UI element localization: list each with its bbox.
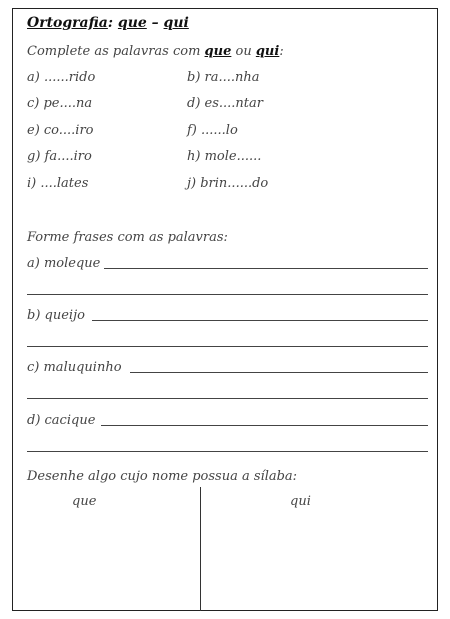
title-dash: – — [151, 15, 159, 31]
section2-heading: Forme frases com as palavras: — [27, 230, 228, 245]
section1-mid: ou — [235, 44, 252, 59]
answer-line[interactable] — [27, 398, 428, 399]
answer-line[interactable] — [27, 346, 428, 347]
section1-word-que: que — [204, 44, 232, 59]
drawing-divider — [200, 487, 201, 611]
fill-item-g: g) fa....iro — [27, 149, 92, 164]
sentence-word-b: b) queijo — [27, 308, 85, 323]
fill-item-j: j) brin......do — [187, 176, 269, 191]
fill-item-c: c) pe....na — [27, 96, 93, 111]
answer-line[interactable] — [27, 294, 428, 295]
answer-line[interactable] — [27, 451, 428, 452]
answer-line[interactable] — [101, 425, 428, 426]
answer-line[interactable] — [92, 320, 428, 321]
fill-item-h: h) mole...... — [187, 149, 262, 164]
fill-item-d: d) es....ntar — [187, 96, 263, 111]
fill-item-e: e) co....iro — [27, 123, 94, 138]
answer-line[interactable] — [104, 268, 428, 269]
page-title — [27, 15, 189, 31]
fill-item-i: i) ....lates — [27, 176, 89, 191]
drawing-label-qui: qui — [290, 494, 311, 509]
section1-heading — [27, 44, 284, 60]
sentence-word-a: a) moleque — [27, 256, 101, 271]
answer-line[interactable] — [130, 372, 428, 373]
sentence-word-c: c) maluquinho — [27, 360, 122, 375]
fill-item-b: b) ra....nha — [187, 70, 260, 85]
fill-item-a: a) ......rido — [27, 70, 96, 85]
section1-suffix: : — [279, 44, 284, 59]
sentence-word-d: d) cacique — [27, 413, 96, 428]
title-word-que: que — [117, 15, 147, 31]
fill-item-f: f) ......lo — [187, 123, 238, 138]
drawing-label-que: que — [72, 494, 97, 509]
title-word-qui: qui — [163, 15, 189, 31]
section1-word-qui: qui — [255, 44, 280, 59]
title-colon: : — [107, 15, 114, 31]
section3-heading: Desenhe algo cujo nome possua a sílaba: — [27, 469, 298, 484]
section1-prefix: Complete as palavras com — [27, 44, 201, 59]
title-label: Ortografia — [27, 15, 108, 31]
